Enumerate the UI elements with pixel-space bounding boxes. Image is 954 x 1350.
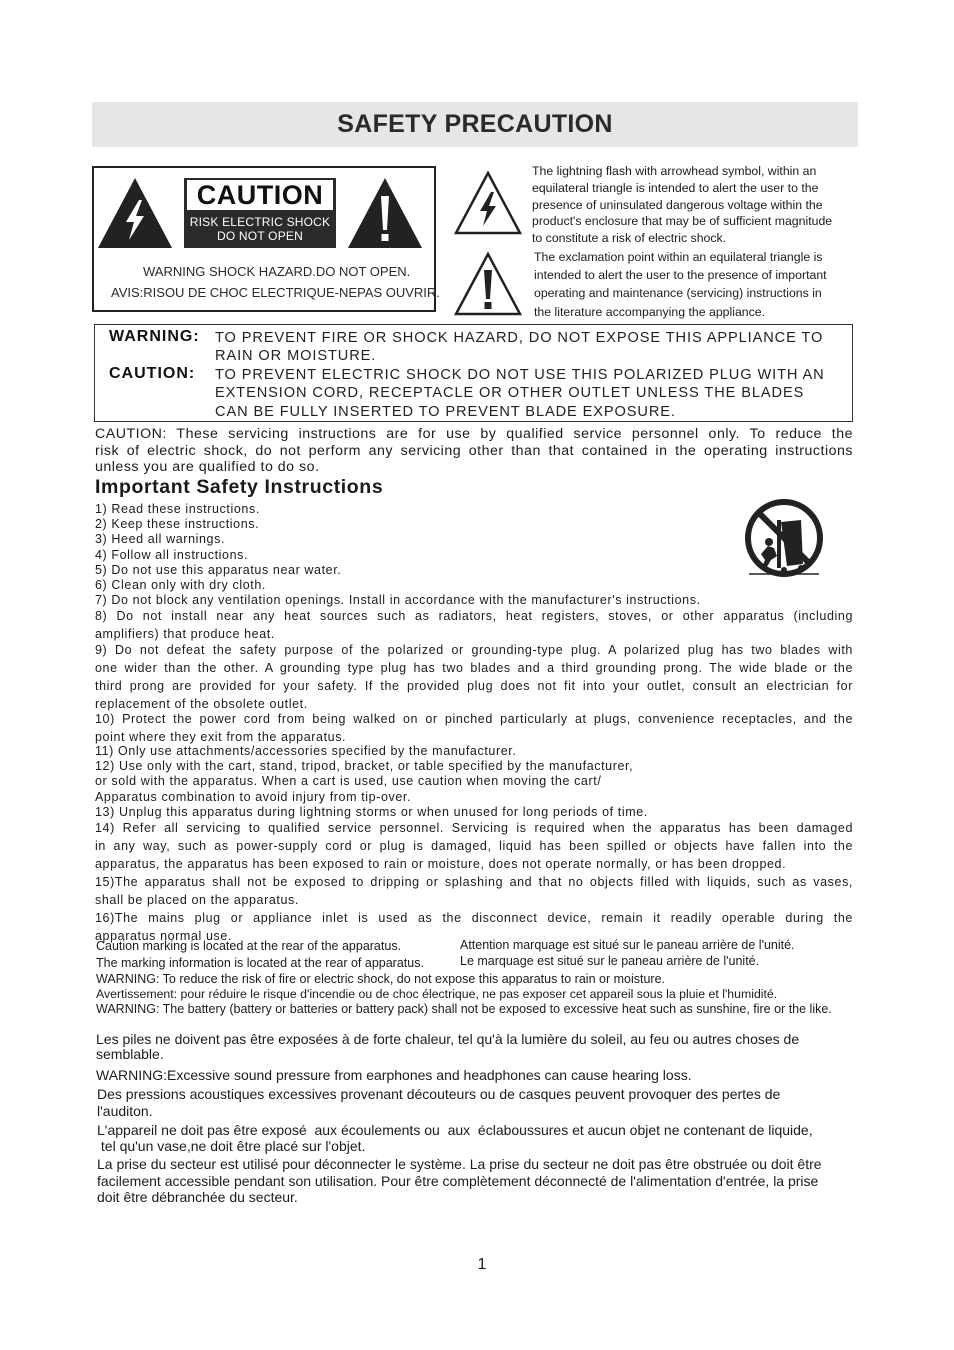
title-bar <box>92 102 858 147</box>
instructions-14-16: 14) Refer all servicing to qualified service personnel. Servicing is required when the apparatus has been damaged in any way, such as power-supply cord or plug is damaged, liquid has been spilled or objects have fallen into the apparatus, the apparatus has been exposed to rain or moisture, does not operate normally, or has been dropped. 15)The apparatus shall not be exposed to dripping or splashing and that no objects filled with liquids, such as vases, shall be placed on the apparatus. 16)The mains plug or appliance inlet is used as the disconnect device, remain it readily operable during the apparatus normal use. <box>95 821 853 943</box>
warning-text: TO PREVENT FIRE OR SHOCK HAZARD, DO NOT EXPOSE THIS APPLIANCE TO RAIN OR MOISTURE. <box>215 330 824 365</box>
caution-marking-en: Caution marking is located at the rear of the apparatus. <box>96 939 402 953</box>
caution-label <box>184 178 336 248</box>
warning-sound-en: WARNING:Excessive sound pressure from earphones and headphones can cause hearing loss. <box>96 1067 692 1083</box>
warning-sound-fr: Des pressions acoustiques excessives provenant découteurs ou de casques peuvent provoquer des pertes de l'auditon. <box>97 1086 781 1119</box>
caution-text: TO PREVENT ELECTRIC SHOCK DO NOT USE THIS POLARIZED PLUG WITH AN EXTENSION CORD, RECEPTACLE OR OTHER OUTLET UNLESS THE BLADES CAN BE FULLY INSERTED TO PREVENT BLADE EXPOSURE. <box>215 367 825 420</box>
servicing-caution: CAUTION: These servicing instructions are for use by qualified service personnel only. To reduce the risk of electric shock, do not perform any servicing other than that contained in the operating instructions unless you are qualified to do so. <box>95 426 853 476</box>
important-heading: Important Safety Instructions <box>95 476 384 498</box>
caution-warning-en: WARNING SHOCK HAZARD.DO NOT OPEN. <box>143 264 411 279</box>
warning-liquid-fr-line1: L'appareil ne doit pas être exposé aux écoulements ou aux éclaboussures et aucun objet ne contenant de liquide, <box>97 1122 813 1138</box>
instruction-9: 9) Do not defeat the safety purpose of the polarized or grounding-type plug. A polarized plug has two blades with one wider than the other. A grounding type plug has two blades and a third grounding prong. The wide blade or the third prong are provided for your safety. If the provided plug does not fit into your outlet, consult an electrician for replacement of the obsolete outlet. <box>95 643 853 711</box>
instructions-11-13: 11) Only use attachments/accessories specified by the manufacturer. 12) Use only with the cart, stand, tripod, bracket, or table specified by the manufacturer, or sold with the apparatus. When a cart is used, use caution when moving the cart/ Apparatus combination to avoid injury from tip-over. 13) Unplug this apparatus during lightning storms or when unused for long periods of time. <box>95 744 648 819</box>
caution-warning-fr: AVIS:RISOU DE CHOC ELECTRIQUE-NEPAS OUVRIR. <box>111 285 440 300</box>
lightning-outline-triangle-icon <box>453 170 523 236</box>
lightning-triangle-icon <box>96 176 174 250</box>
caution-marking-fr: Attention marquage est situé sur le paneau arrière de l'unité. <box>460 938 795 952</box>
marking-info-en: The marking information is located at the rear of apparatus. <box>96 956 424 970</box>
marking-info-fr: Le marquage est situé sur le paneau arrière de l'unité. <box>460 954 760 968</box>
lightning-description: The lightning flash with arrowhead symbol, within an equilateral triangle is intended to alert the user to the presence of uninsulated dangerous voltage within the product's enclosure that may be of sufficient magnitude to constitute a risk of electric shock. <box>532 164 833 246</box>
warning-rain-fr: Avertissement: pour réduire le risque d'incendie ou de choc électrique, ne pas exposer cet appareil sous la pluie et l'humidité. <box>96 987 778 1001</box>
warning-mains-fr: La prise du secteur est utilisé pour déconnecter le système. La prise du secteur ne doit pas être obstruée ou doit être facilement accessible pendant son utilisation. Pour être complètement déconnecté de l'alimentation d'entrée, la prise doit être débranchée du secteur. <box>97 1156 822 1205</box>
caution-label-line1: RISK ELECTRIC SHOCK <box>189 215 331 229</box>
caution-label-line2: DO NOT OPEN <box>217 229 303 243</box>
warning-liquid-fr-line2: tel qu'un vase,ne doit être placé sur l'objet. <box>97 1138 366 1154</box>
exclamation-description: The exclamation point within an equilateral triangle is intended to alert the user to the presence of important operating and maintenance (servicing) instructions in the literature accompanying the appliance. <box>534 250 827 319</box>
warning-rain-en: WARNING: To reduce the risk of fire or electric shock, do not expose this apparatus to rain or moisture. <box>96 972 665 986</box>
warning-battery-en: WARNING: The battery (battery or batteries or battery pack) shall not be exposed to excessive heat such as sunshine, fire or the like. <box>96 1002 832 1016</box>
exclamation-triangle-icon <box>346 176 424 250</box>
instruction-10: 10) Protect the power cord from being walked on or pinched particularly at plugs, convenience receptacles, and the point where they exit from the apparatus. <box>95 712 853 744</box>
page-title: SAFETY PRECAUTION <box>337 110 613 138</box>
instruction-8: 8) Do not install near any heat sources such as radiators, heat registers, stoves, or other apparatus (including amplifiers) that produce heat. <box>95 609 853 641</box>
instructions-1-7: 1) Read these instructions. 2) Keep these instructions. 3) Heed all warnings. 4) Follow all instructions. 5) Do not use this apparatus near water. 6) Clean only with dry cloth. 7) Do not block any ventilation openings. Install in accordance with the manufacturer's instructions. <box>95 502 701 608</box>
caution-key: CAUTION: <box>109 365 196 382</box>
warning-battery-fr: Les piles ne doivent pas être exposées à de forte chaleur, tel qu'à la lumière du soleil, au feu ou autres choses de semblable. <box>96 1031 800 1062</box>
page-number: 1 <box>477 1256 487 1273</box>
caution-label-title: CAUTION <box>187 180 333 210</box>
warning-key: WARNING: <box>109 328 200 345</box>
exclamation-outline-triangle-icon <box>453 251 523 317</box>
